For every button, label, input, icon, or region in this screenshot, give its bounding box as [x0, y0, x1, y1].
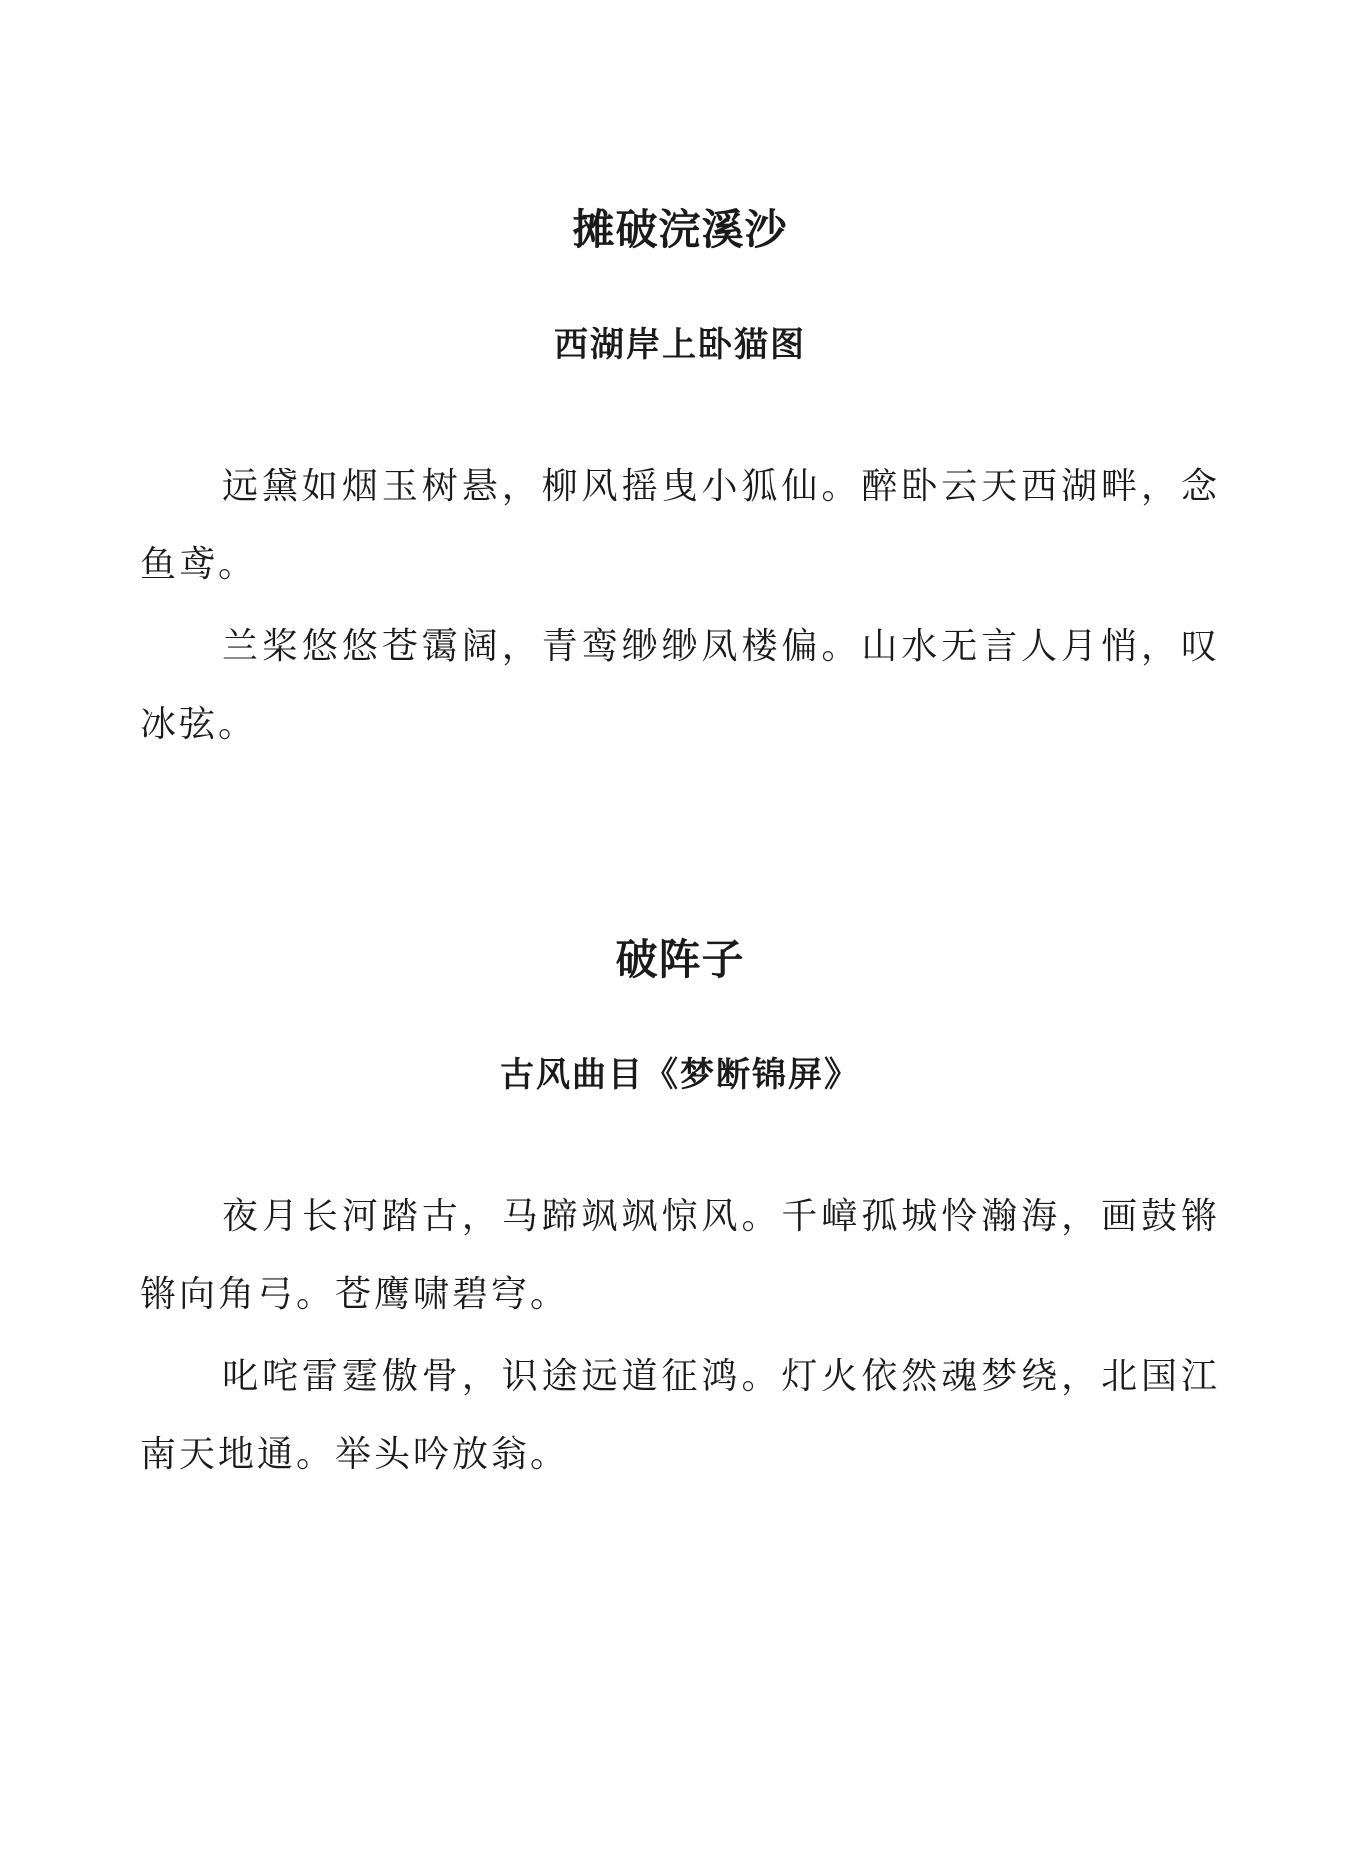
poem-pozhenzi: [140, 930, 1220, 1498]
poem-tanpo-huanxisha: [140, 200, 1220, 768]
poem-stanza: 远黛如烟玉树悬，柳风摇曳小狐仙。醉卧云天西湖畔，念鱼鸢。: [140, 466, 1220, 585]
poem-body: [140, 448, 1220, 764]
poem-title: 破阵子: [615, 935, 745, 984]
poem-title: 摊破浣溪沙: [572, 205, 788, 254]
poem-body: [140, 1178, 1220, 1494]
poem-stanza: 夜月长河踏古，马蹄飒飒惊风。千嶂孤城怜瀚海，画鼓锵锵向角弓。苍鹰啸碧穹。: [140, 1196, 1220, 1315]
poem-subtitle: 西湖岸上卧猫图: [554, 325, 806, 365]
poem-stanza: 兰桨悠悠苍霭阔，青鸾缈缈凤楼偏。山水无言人月悄，叹冰弦。: [140, 626, 1220, 745]
poem-subtitle: 古风曲目《梦断锦屏》: [500, 1055, 860, 1095]
poem-stanza: 叱咤雷霆傲骨，识途远道征鸿。灯火依然魂梦绕，北国江南天地通。举头吟放翁。: [140, 1356, 1220, 1475]
